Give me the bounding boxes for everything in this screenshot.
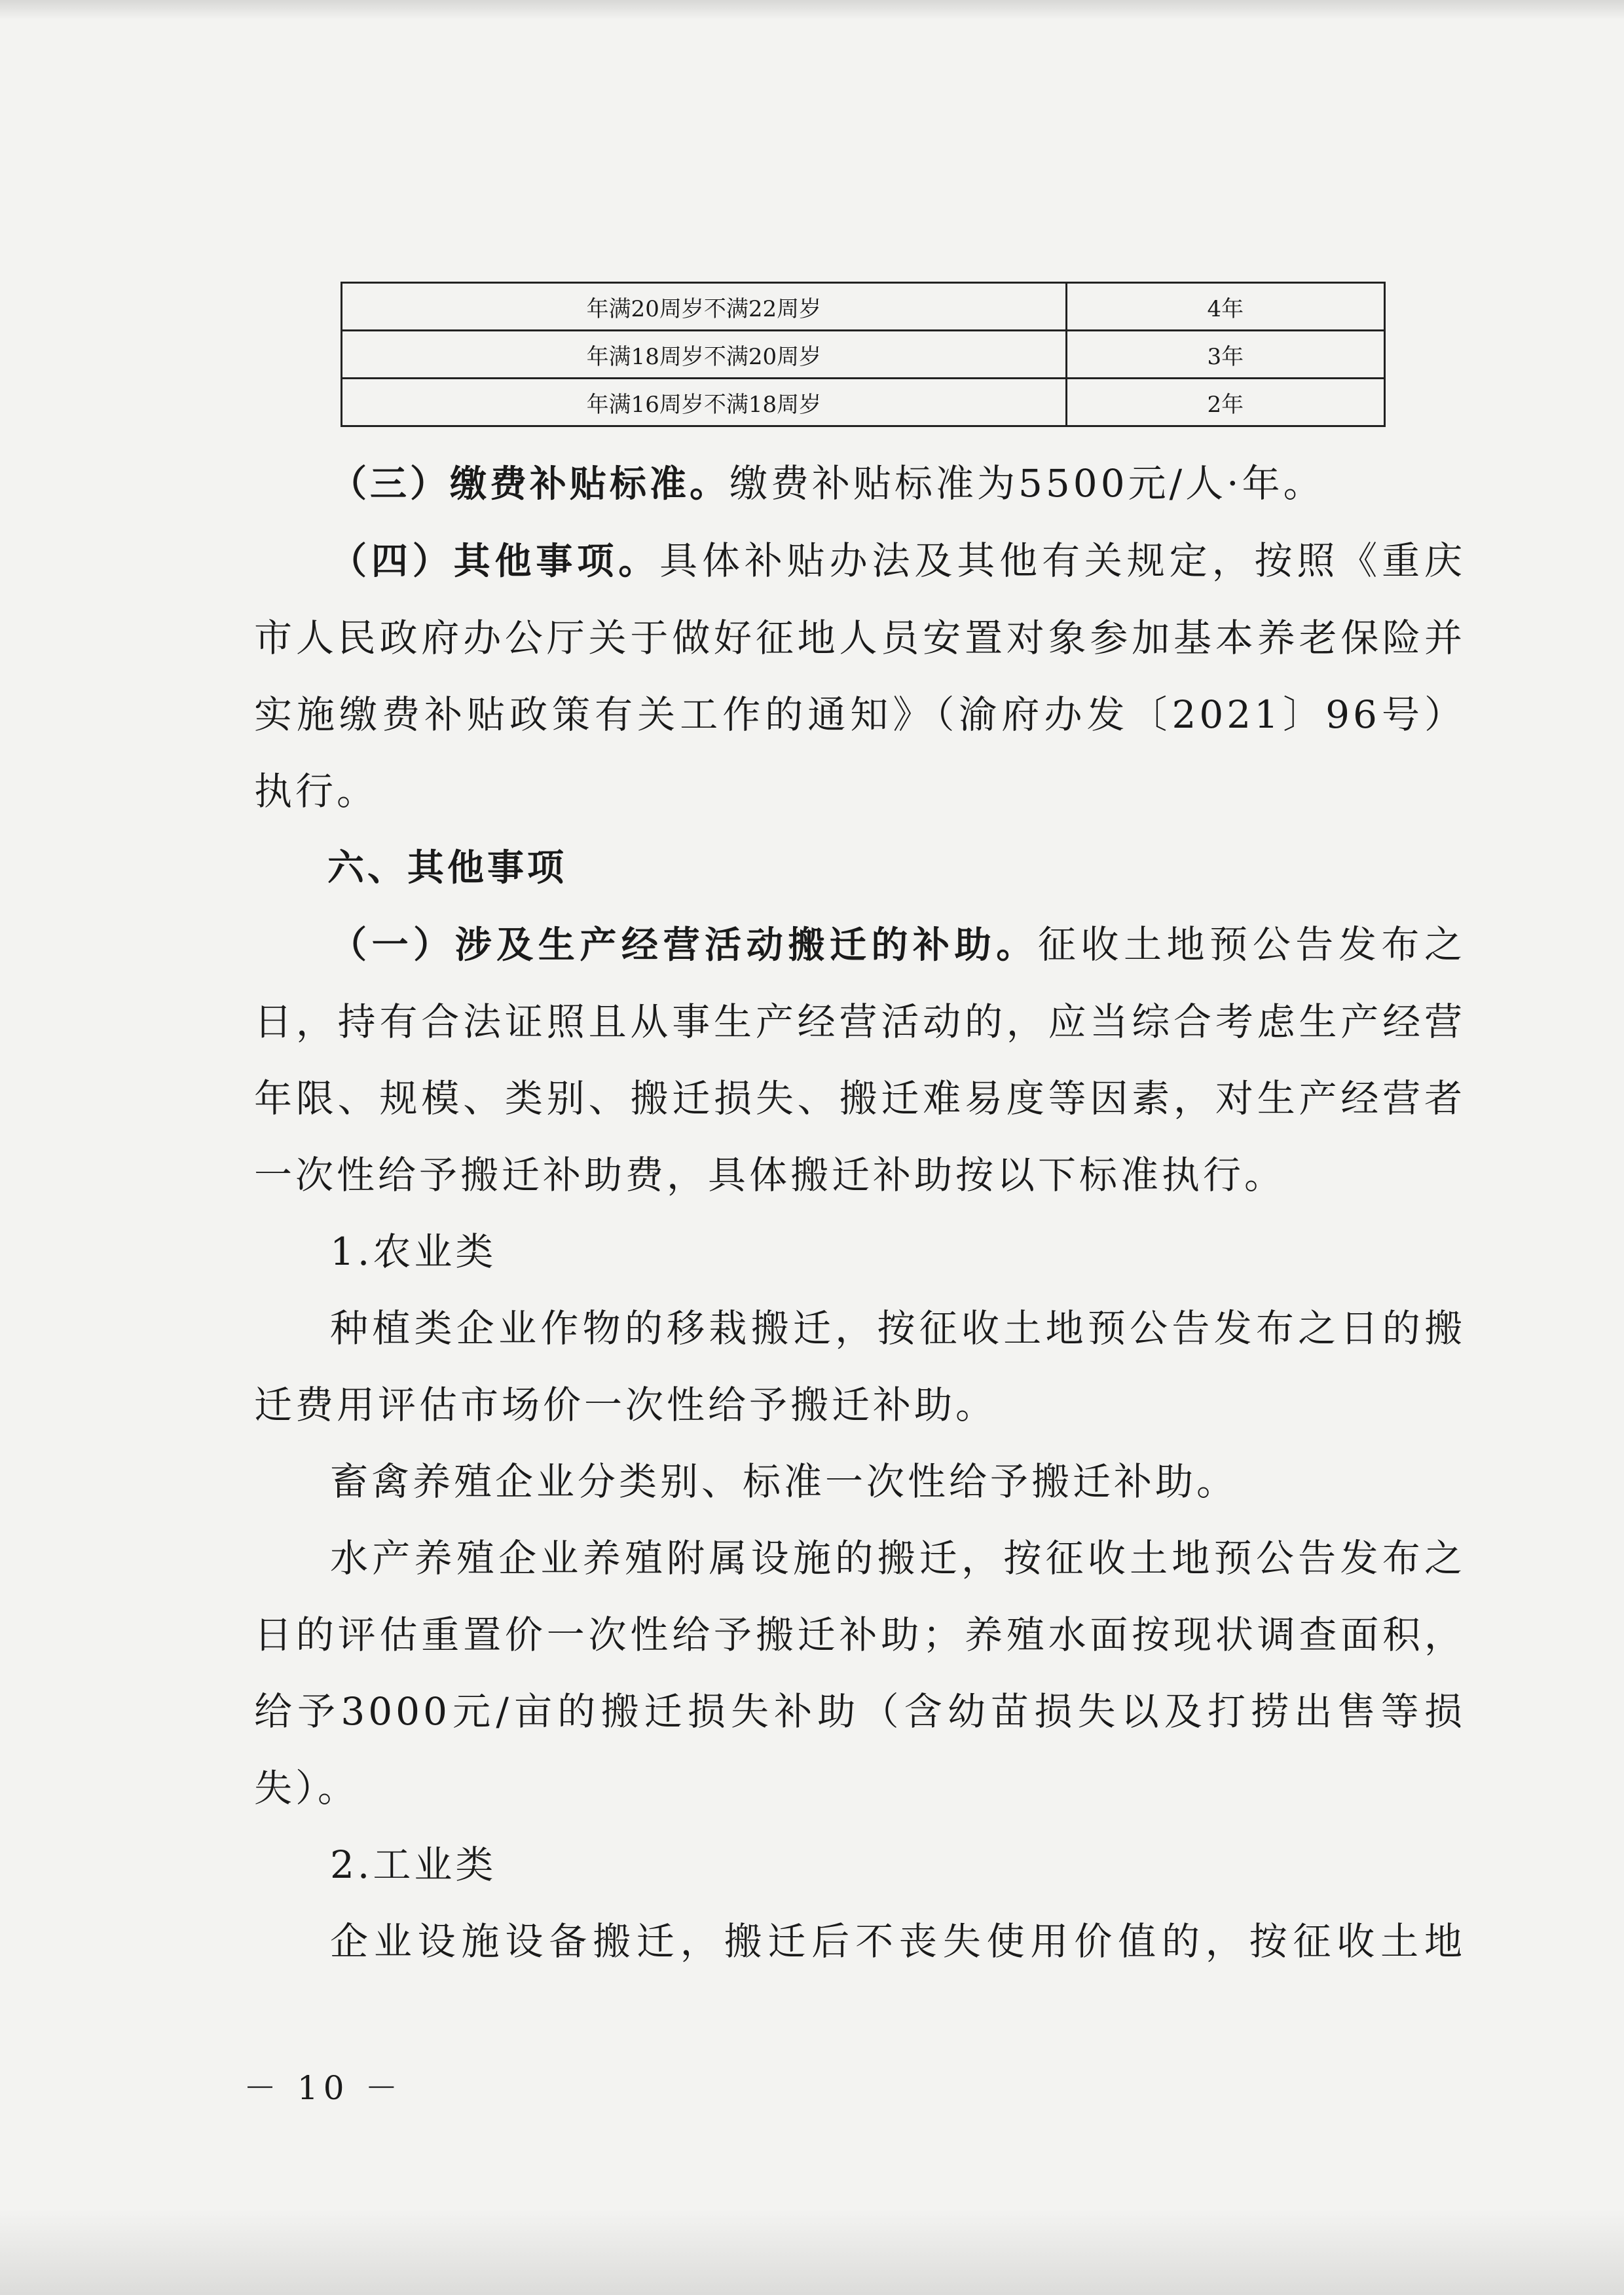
age-years-table — [341, 282, 1386, 427]
table-row — [342, 379, 1385, 426]
scan-bottom-shadow — [0, 2210, 1624, 2295]
paragraph-planting: 种植类企业作物的移栽搬迁，按征收土地预公告发布之日的搬迁费用评估市场价一次性给予搬迁补助。 — [254, 1306, 1466, 1427]
paragraph-aquaculture: 水产养殖企业养殖附属设施的搬迁，按征收土地预公告发布之日的评估重置价一次性给予搬迁补助；养殖水面按现状调查面积，给予3000元/亩的搬迁损失补助（含幼苗损失以及打捞出售等损失）。 — [254, 1536, 1466, 1810]
paragraph-text: 缴费补贴标准为5500元/人·年。 — [729, 461, 1325, 506]
table-row — [342, 331, 1385, 379]
paragraph-livestock: 畜禽养殖企业分类别、标准一次性给予搬迁补助。 — [330, 1459, 1238, 1504]
paragraph-lead: （三）缴费补贴标准。 — [330, 463, 729, 506]
table-cell-years: 2年 — [1066, 379, 1384, 426]
subsection-heading-agriculture: 1.农业类 — [330, 1229, 497, 1274]
table-cell-age-range: 年满18周岁不满20周岁 — [342, 331, 1067, 379]
paragraph-lead: （一）涉及生产经营活动搬迁的补助。 — [330, 924, 1038, 967]
subsection-heading-industry: 2.工业类 — [330, 1842, 497, 1887]
paragraph-industry: 企业设施设备搬迁，搬迁后不丧失使用价值的，按征收土地 — [330, 1919, 1466, 1964]
table-cell-age-range: 年满16周岁不满18周岁 — [342, 379, 1067, 426]
scan-top-shadow — [0, 0, 1624, 20]
table-cell-years: 3年 — [1066, 331, 1384, 379]
paragraph-lead: （四）其他事项。 — [330, 540, 660, 583]
paragraph-contribution-subsidy — [254, 445, 1466, 523]
table-row — [342, 283, 1385, 331]
paragraph-other-matters — [254, 523, 1466, 830]
table-cell-years: 4年 — [1066, 283, 1384, 331]
body-text — [254, 445, 1466, 1980]
section-heading: 六、其他事项 — [327, 847, 567, 889]
page-number: － 10 － — [244, 2069, 403, 2107]
paragraph-text: 具体补贴办法及其他有关规定，按照《重庆市人民政府办公厅关于做好征地人员安置对象参加基本养老保险并实施缴费补贴政策有关工作的通知》（渝府办发〔2021〕96号）执行。 — [254, 538, 1466, 813]
paragraph-text: 征收土地预公告发布之日，持有合法证照且从事生产经营活动的，应当综合考虑生产经营年限、规模、类别、搬迁损失、搬迁难易度等因素，对生产经营者一次性给予搬迁补助费，具体搬迁补助按以下标准执行。 — [254, 922, 1466, 1197]
paragraph-relocation-subsidy — [254, 906, 1466, 1214]
table-cell-age-range: 年满20周岁不满22周岁 — [342, 283, 1067, 331]
